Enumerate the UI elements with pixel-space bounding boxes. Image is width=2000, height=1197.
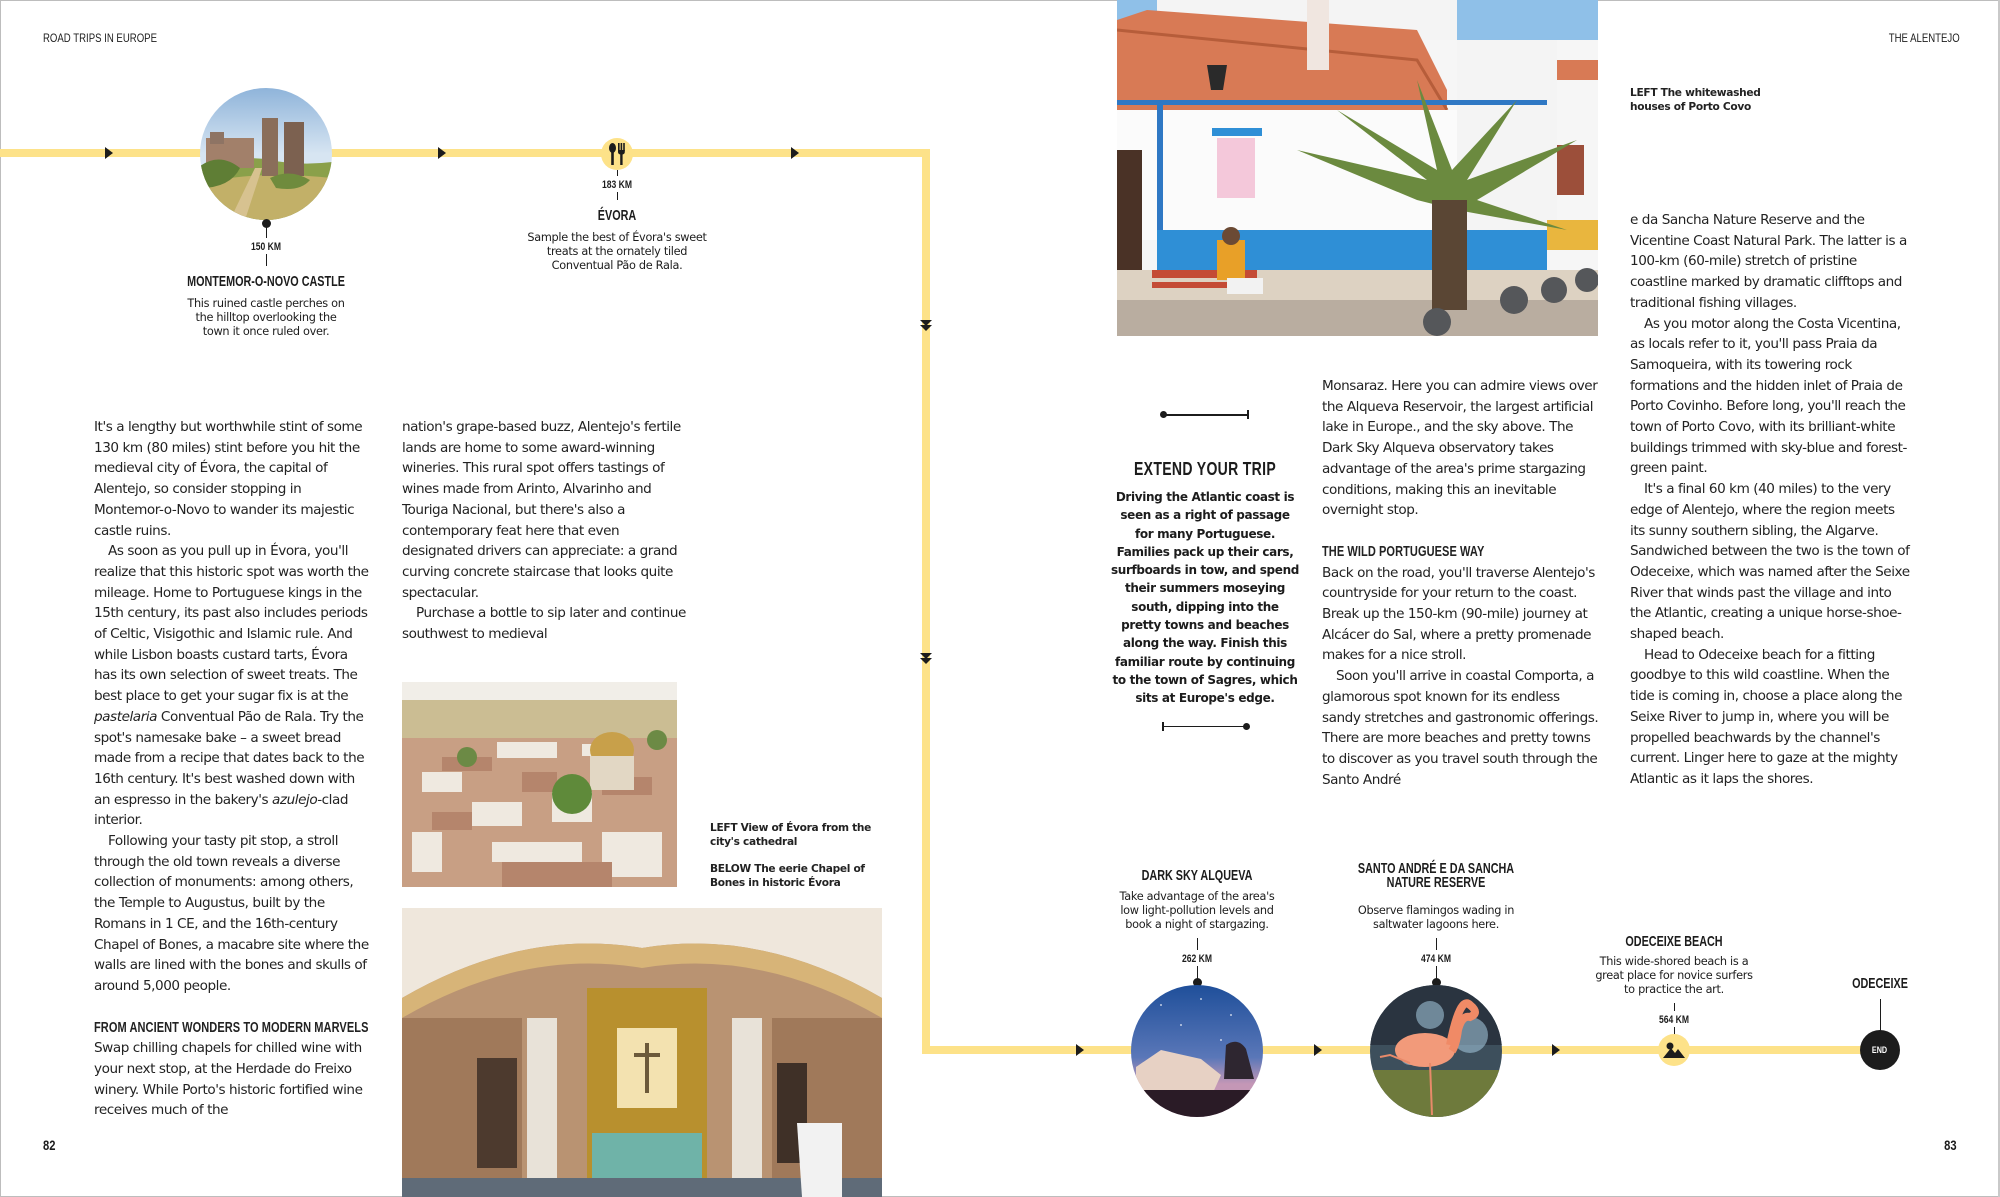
right-column-2	[1630, 210, 1910, 790]
porto-covo-photo	[1117, 0, 1598, 336]
tick-line	[1197, 938, 1198, 950]
running-head-left: ROAD TRIPS IN EUROPE	[43, 31, 157, 45]
left-column-1	[94, 417, 374, 1121]
paragraph: Monsaraz. Here you can admire views over the Alqueva Reservoir, the largest artificial lake in Europe., and the sky above. The Dark Sky Alqueva observatory takes advantage of the area's prime stargazing conditions, making this an inevitable overnight stop.	[1322, 378, 1598, 519]
chapel-of-bones-photo	[402, 908, 882, 1197]
route-arrow-icon	[1552, 1044, 1560, 1056]
route-line-vertical	[922, 149, 930, 1054]
caption-left: LEFT View of Évora from the city's cathedral	[710, 822, 872, 849]
tick-line	[1880, 999, 1881, 1031]
paragraph: Soon you'll arrive in coastal Comporta, a glamorous spot known for its endless sandy stretches and gastronomic offerings. There are more beaches and pretty towns to discover as you travel south through the Santo André	[1322, 668, 1599, 788]
stop-description: Take advantage of the area's low light-pollution levels and book a night of stargazing.	[1119, 890, 1275, 931]
subhead: FROM ANCIENT WONDERS TO MODERN MARVELS	[94, 1019, 369, 1036]
paragraph: As you motor along the Costa Vicentina, as locals refer to it, you'll pass Praia da Samoqueira, with its towering rock formations and the hidden inlet of Praia de Porto Covinho. Before long, you'll reach the town of Porto Covo, with its brilliant-white buildings trimmed with sky-blue and forest-green paint.	[1630, 315, 1908, 477]
stop-distance: 564 KM	[1658, 1014, 1690, 1026]
photo-captions	[710, 821, 875, 903]
text-run: As soon as you pull up in Évora, you'll realize that this historic spot was worth the mileage. Home to Portuguese kings in the 15th century, its past also includes periods of Celtic, Visigothic and Islamic rule. And while Lisbon boasts custard tarts, Évora has its own selection of sweet treats. The best place to get your sugar fix is at the	[94, 543, 369, 705]
stop-title: SANTO ANDRÉ E DA SANCHA	[1357, 860, 1515, 877]
route-arrow-icon	[1314, 1044, 1322, 1056]
sidebar-rule-top	[1162, 410, 1248, 420]
page-number-right: 83	[1944, 1137, 1957, 1153]
sidebar-title: EXTEND YOUR TRIP	[1133, 459, 1277, 479]
tick-line	[617, 170, 618, 176]
page-number-left: 82	[43, 1137, 56, 1153]
observatory-photo	[1131, 985, 1263, 1117]
stop-description: This wide-shored beach is a great place for novice surfers to practice the art.	[1595, 955, 1753, 996]
paragraph: e da Sancha Nature Reserve and the Vicentine Coast Natural Park. The latter is a 100-km (60-mile) stretch of pristine coastline marked by dramatic clifftops and traditional fishing villages.	[1630, 212, 1907, 311]
porto-covo-caption: LEFT The whitewashed houses of Porto Covo	[1630, 87, 1761, 114]
evora-city-photo	[402, 682, 677, 887]
paragraph: It's a lengthy but worthwhile stint of some 130 km (80 miles) stint before you hit the medieval city of Évora, the capital of Alentejo, so consider stopping in Montemor-o-Novo to wander its majestic castle ruins.	[94, 419, 363, 539]
route-arrow-icon	[791, 147, 799, 159]
fork-knife-icon	[608, 143, 626, 165]
paragraph: Purchase a bottle to sip later and continue southwest to medieval	[402, 605, 686, 643]
right-column-1	[1322, 376, 1602, 790]
tick-line	[1436, 938, 1437, 950]
paragraph: Head to Odeceixe beach for a fitting goodbye to this wild coastline. When the tide is coming in, choose a place along the Seixe River to jump in, where you will be propelled beachwards by the channel's current. Linger here to gaze at the mighty Atlantic as it laps the shores.	[1630, 646, 1902, 787]
tick-line	[617, 192, 618, 200]
tick-line	[266, 254, 267, 266]
stop-title: NATURE RESERVE	[1386, 874, 1486, 891]
tick-line	[1674, 1003, 1675, 1011]
stop-title: ODECEIXE BEACH	[1625, 933, 1723, 950]
paragraph: It's a final 60 km (40 miles) to the very edge of Alentejo, where the region meets its sunny southern sibling, the Algarve. Sandwiched between the two is the town of Odeceixe, which was named after the Seixe River that winds past the village and into the Atlantic, creating a unique horse-shoe-shaped beach.	[1630, 481, 1910, 643]
italic-term: pastelaria	[94, 708, 158, 725]
stop-distance: 262 KM	[1181, 953, 1213, 965]
running-head-right: THE ALENTEJO	[1889, 31, 1960, 45]
stop-title: ÉVORA	[597, 207, 637, 224]
stop-title: DARK SKY ALQUEVA	[1141, 867, 1253, 884]
italic-term: azulejo	[272, 791, 318, 808]
stop-distance: 183 KM	[601, 179, 633, 191]
stop-description: This ruined castle perches on the hilltop overlooking the town it once ruled over.	[187, 297, 345, 338]
mountain-icon	[1663, 1042, 1685, 1058]
subhead: THE WILD PORTUGUESE WAY	[1322, 543, 1485, 560]
odeceixe-beach-marker	[1658, 1034, 1690, 1066]
route-arrow-down-icon	[920, 653, 932, 667]
sidebar-body: Driving the Atlantic coast is seen as a right of passage for many Portuguese. Families pack up their cars, surfboards in tow, and spend their summers moseying south, dipping into the pretty towns and beaches along the way. Finish this familiar route by continuing to the town of Sagres, which sits at Europe's edge.	[1110, 490, 1300, 706]
evora-marker	[601, 138, 633, 170]
left-column-2	[402, 417, 687, 645]
paragraph	[94, 541, 374, 831]
castle-photo	[200, 88, 332, 220]
route-arrow-icon	[438, 147, 446, 159]
text-run: Conventual Pão de Rala. Try the spot's namesake bake – a sweet bread made from a recipe that dates back to the 16th century. It's best washed down with an espresso in the bakery's	[94, 708, 365, 808]
stop-distance: 474 KM	[1420, 953, 1452, 965]
route-arrow-icon	[1076, 1044, 1084, 1056]
extend-your-trip-sidebar	[1110, 410, 1300, 732]
flamingo-photo	[1370, 985, 1502, 1117]
stop-description: Sample the best of Évora's sweet treats at the ornately tiled Conventual Pão de Rala.	[527, 231, 707, 272]
route-arrow-down-icon	[920, 320, 932, 334]
tick-line	[266, 224, 267, 238]
paragraph: Swap chilling chapels for chilled wine with your next stop, at the Herdade do Freixo winery. While Porto's historic fortified wine receives much of the	[94, 1040, 363, 1119]
text-run: -clad interior.	[94, 791, 349, 829]
paragraph: nation's grape-based buzz, Alentejo's fertile lands are home to some award-winning wineries. This rural spot offers tastings of wines made from Arinto, Alvarinho and Touriga Nacional, but there's also a contemporary feat here that even designated drivers can appreciate: a grand curving concrete staircase that looks quite spectacular.	[402, 419, 681, 601]
stop-title: MONTEMOR-O-NOVO CASTLE	[187, 273, 345, 290]
stop-description: Observe flamingos wading in saltwater lagoons here.	[1357, 904, 1515, 931]
end-marker	[1860, 1030, 1900, 1070]
paragraph: Following your tasty pit stop, a stroll through the old town reveals a diverse collection of monuments: among others, the Temple to Augustus, built by the Romans in 1 CE, and the 16th-century Chapel of Bones, a macabre site where the walls are lined with the bones and skulls of around 5,000 people.	[94, 833, 369, 994]
sidebar-rule-bottom	[1162, 722, 1248, 732]
end-label: END	[1872, 1045, 1888, 1055]
stop-distance: 150 KM	[250, 241, 282, 253]
paragraph: Back on the road, you'll traverse Alentejo's countryside for your return to the coast. Break up the 150-km (90-mile) journey at Alcácer do Sal, where a pretty promenade makes for a nice stroll.	[1322, 564, 1595, 664]
route-arrow-icon	[105, 147, 113, 159]
stop-title: ODECEIXE	[1852, 975, 1908, 992]
caption-below: BELOW The eerie Chapel of Bones in historic Évora	[710, 862, 865, 890]
